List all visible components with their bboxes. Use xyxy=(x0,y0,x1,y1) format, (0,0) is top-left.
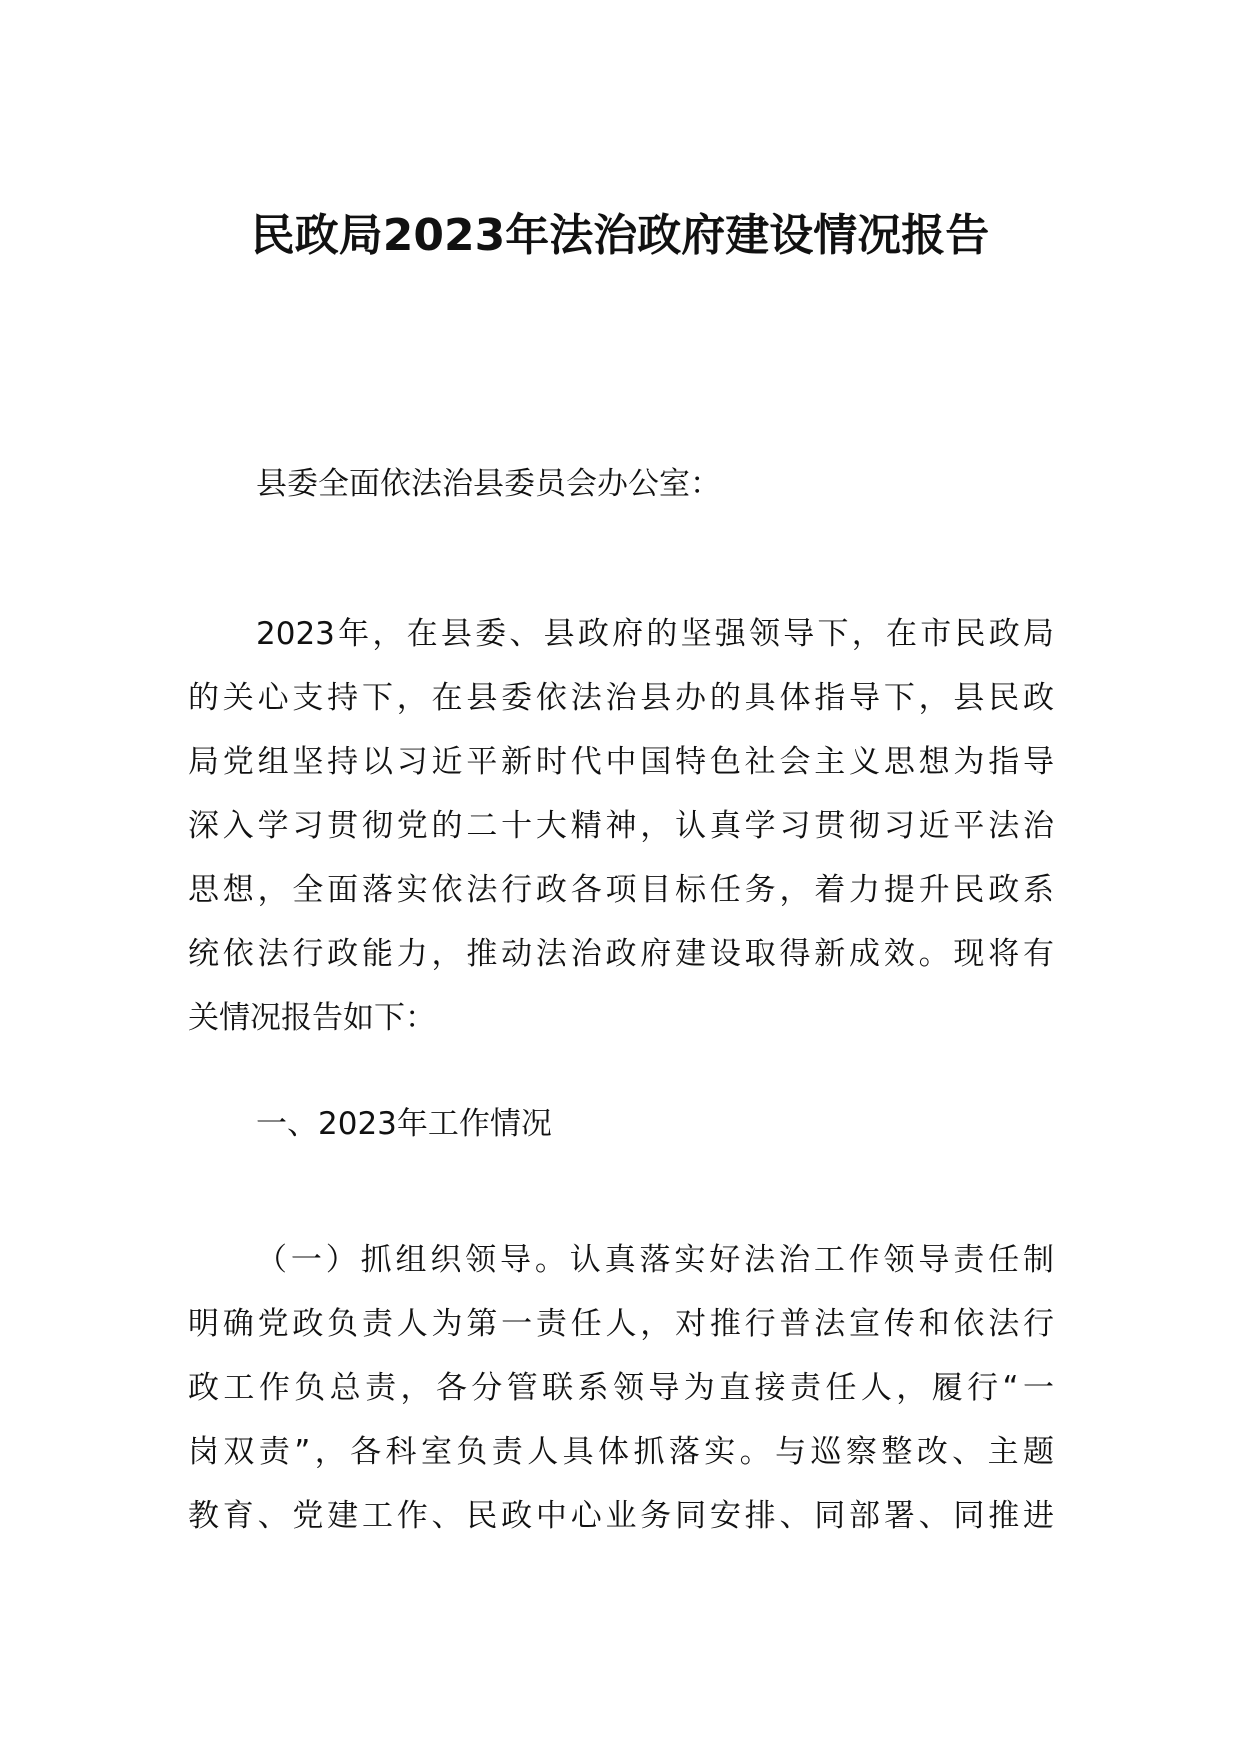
section-heading: 一、2023年工作情况 xyxy=(256,1106,552,1142)
paragraph-line: 2023年，在县委、县政府的坚强领导下，在市民政局 xyxy=(256,616,1054,652)
salutation: 县委全面依法治县委员会办公室： xyxy=(256,466,721,502)
paragraph-line: 局党组坚持以习近平新时代中国特色社会主义思想为指导 xyxy=(188,744,1054,780)
paragraph-line: 统依法行政能力，推动法治政府建设取得新成效。现将有 xyxy=(188,936,1054,972)
paragraph-organization xyxy=(188,1228,1054,1548)
document-title: 民政局2023年法治政府建设情况报告 xyxy=(250,210,990,261)
paragraph-line: 关情况报告如下： xyxy=(188,1000,436,1036)
paragraph-line: 深入学习贯彻党的二十大精神，认真学习贯彻习近平法治 xyxy=(188,808,1054,844)
paragraph-line: 思想，全面落实依法行政各项目标任务，着力提升民政系 xyxy=(188,872,1054,908)
paragraph-line: 明确党政负责人为第一责任人，对推行普法宣传和依法行 xyxy=(188,1306,1054,1342)
paragraph-line: 政工作负总责，各分管联系领导为直接责任人，履行“一 xyxy=(188,1370,1054,1406)
paragraph-line: 的关心支持下，在县委依法治县办的具体指导下，县民政 xyxy=(188,680,1054,716)
paragraph-line: 教育、党建工作、民政中心业务同安排、同部署、同推进 xyxy=(188,1498,1054,1534)
paragraph-line: 岗双责”，各科室负责人具体抓落实。与巡察整改、主题 xyxy=(188,1434,1054,1470)
paragraph-intro xyxy=(188,602,1054,1050)
paragraph-line: （一）抓组织领导。认真落实好法治工作领导责任制 xyxy=(256,1242,1054,1278)
